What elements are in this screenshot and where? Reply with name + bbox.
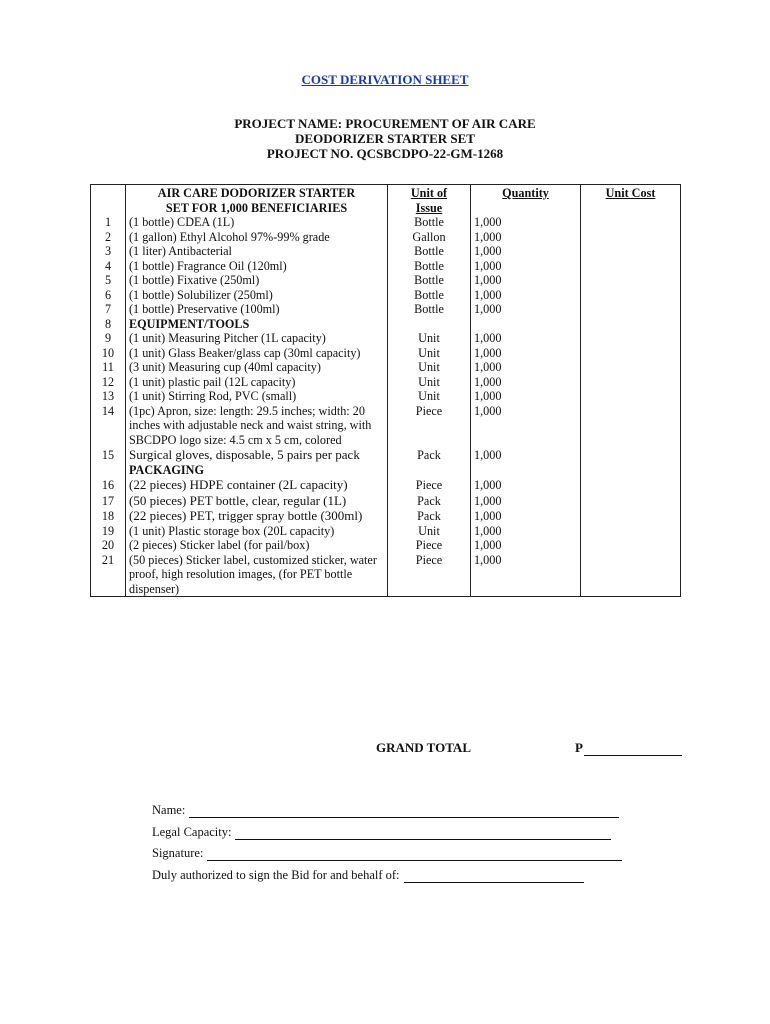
- table-row: [91, 524, 681, 539]
- row-unit-of-issue: Pack: [388, 508, 471, 524]
- row-number: 21: [91, 553, 126, 597]
- row-description: (22 pieces) PET, trigger spray bottle (300ml): [126, 508, 388, 524]
- table-row: [91, 346, 681, 361]
- table-row: [91, 375, 681, 390]
- row-quantity: 1,000: [471, 302, 581, 317]
- row-unit-of-issue: Unit: [388, 389, 471, 404]
- table-body: [91, 215, 681, 597]
- table-row: [91, 389, 681, 404]
- table-row: [91, 302, 681, 317]
- row-number: 2: [91, 230, 126, 245]
- row-description: (1 liter) Antibacterial: [126, 244, 388, 259]
- row-unit-of-issue: Bottle: [388, 259, 471, 274]
- row-unit-cost[interactable]: [581, 302, 681, 317]
- row-number: 5: [91, 273, 126, 288]
- row-description: (1 unit) Stirring Rod, PVC (small): [126, 389, 388, 404]
- row-unit-of-issue: Piece: [388, 477, 471, 493]
- row-number: 11: [91, 360, 126, 375]
- row-quantity: 1,000: [471, 447, 581, 463]
- row-description: (1 bottle) Solubilizer (250ml): [126, 288, 388, 303]
- row-number: 9: [91, 331, 126, 346]
- table-row: [91, 230, 681, 245]
- row-unit-cost[interactable]: [581, 244, 681, 259]
- row-number: 1: [91, 215, 126, 230]
- grand-total: [376, 740, 682, 756]
- row-quantity: 1,000: [471, 360, 581, 375]
- row-unit-of-issue: Piece: [388, 404, 471, 448]
- authorized-field: [152, 868, 584, 883]
- row-unit-of-issue: Unit: [388, 331, 471, 346]
- row-description: (1 unit) Plastic storage box (20L capacity): [126, 524, 388, 539]
- row-description: Surgical gloves, disposable, 5 pairs per pack: [126, 447, 388, 463]
- row-unit-cost[interactable]: [581, 288, 681, 303]
- row-unit-cost[interactable]: [581, 493, 681, 509]
- row-description: (1 bottle) Fragrance Oil (120ml): [126, 259, 388, 274]
- row-quantity: 1,000: [471, 230, 581, 245]
- grand-total-field: [575, 740, 682, 756]
- row-number: 17: [91, 493, 126, 509]
- table-row: [91, 259, 681, 274]
- legal-capacity-field: [152, 825, 611, 840]
- row-quantity: 1,000: [471, 346, 581, 361]
- row-description: (50 pieces) PET bottle, clear, regular (1L): [126, 493, 388, 509]
- table-row: [91, 317, 681, 332]
- row-unit-of-issue: [388, 463, 471, 478]
- row-description: (1 unit) Measuring Pitcher (1L capacity): [126, 331, 388, 346]
- row-description: (1 gallon) Ethyl Alcohol 97%-99% grade: [126, 230, 388, 245]
- row-description: (3 unit) Measuring cup (40ml capacity): [126, 360, 388, 375]
- document-title: COST DERIVATION SHEET: [301, 72, 469, 87]
- row-unit-cost[interactable]: [581, 553, 681, 597]
- table-row: [91, 331, 681, 346]
- table-row: [91, 215, 681, 230]
- row-unit-of-issue: Piece: [388, 553, 471, 597]
- name-blank[interactable]: [189, 806, 619, 818]
- row-description: (22 pieces) HDPE container (2L capacity): [126, 477, 388, 493]
- row-number: 3: [91, 244, 126, 259]
- legal-capacity-label: Legal Capacity:: [152, 825, 232, 839]
- row-unit-of-issue: Unit: [388, 360, 471, 375]
- table-header-row: [91, 185, 681, 216]
- signature-blank[interactable]: [207, 849, 622, 861]
- row-quantity: 1,000: [471, 273, 581, 288]
- name-field: [152, 803, 619, 818]
- row-unit-of-issue: Bottle: [388, 273, 471, 288]
- authorized-blank[interactable]: [404, 871, 584, 883]
- table-row: [91, 493, 681, 509]
- signature-field: [152, 846, 622, 861]
- header-unit-line1: Unit of: [410, 186, 448, 200]
- row-unit-of-issue: Pack: [388, 493, 471, 509]
- authorized-label: Duly authorized to sign the Bid for and behalf of:: [152, 868, 400, 882]
- row-unit-cost[interactable]: [581, 273, 681, 288]
- row-description: (1 unit) Glass Beaker/glass cap (30ml capacity): [126, 346, 388, 361]
- row-unit-of-issue: Bottle: [388, 302, 471, 317]
- currency-symbol: P: [575, 740, 583, 755]
- project-header: [0, 116, 770, 161]
- row-quantity: 1,000: [471, 259, 581, 274]
- row-number: 6: [91, 288, 126, 303]
- row-unit-cost[interactable]: [581, 389, 681, 404]
- row-unit-cost[interactable]: [581, 404, 681, 448]
- table-row: [91, 244, 681, 259]
- table-row: [91, 477, 681, 493]
- header-quantity: Quantity: [471, 185, 581, 216]
- header-unit-line2: Issue: [415, 200, 443, 215]
- legal-capacity-blank[interactable]: [235, 828, 611, 840]
- row-unit-of-issue: [388, 317, 471, 332]
- grand-total-blank[interactable]: [584, 744, 682, 756]
- row-quantity: 1,000: [471, 493, 581, 509]
- row-unit-of-issue: Piece: [388, 538, 471, 553]
- row-unit-of-issue: Pack: [388, 447, 471, 463]
- row-unit-cost[interactable]: [581, 317, 681, 332]
- row-unit-of-issue: Bottle: [388, 244, 471, 259]
- row-number: 4: [91, 259, 126, 274]
- row-unit-cost[interactable]: [581, 538, 681, 553]
- row-unit-of-issue: Unit: [388, 375, 471, 390]
- signature-label: Signature:: [152, 846, 204, 860]
- row-unit-of-issue: Unit: [388, 346, 471, 361]
- table-row: [91, 360, 681, 375]
- row-number: 10: [91, 346, 126, 361]
- row-unit-cost[interactable]: [581, 331, 681, 346]
- header-description: [126, 185, 388, 216]
- row-description: PACKAGING: [126, 463, 388, 478]
- row-quantity: 1,000: [471, 553, 581, 597]
- row-quantity: 1,000: [471, 375, 581, 390]
- row-description: (1 unit) plastic pail (12L capacity): [126, 375, 388, 390]
- row-quantity: [471, 463, 581, 478]
- row-unit-of-issue: Gallon: [388, 230, 471, 245]
- cost-table: [90, 184, 681, 597]
- table-row: [91, 508, 681, 524]
- row-unit-cost[interactable]: [581, 259, 681, 274]
- row-unit-cost[interactable]: [581, 375, 681, 390]
- row-quantity: 1,000: [471, 524, 581, 539]
- table-row: [91, 463, 681, 478]
- row-unit-cost[interactable]: [581, 508, 681, 524]
- row-description: (50 pieces) Sticker label, customized sticker, water proof, high resolution images, (for PET bottle dispenser): [126, 553, 388, 597]
- row-unit-cost[interactable]: [581, 524, 681, 539]
- row-number: 12: [91, 375, 126, 390]
- row-description: (1pc) Apron, size: length: 29.5 inches; width: 20 inches with adjustable neck and waist string, with SBCDPO logo size: 4.5 cm x 5 cm, colored: [126, 404, 388, 448]
- row-number: 14: [91, 404, 126, 448]
- row-quantity: 1,000: [471, 215, 581, 230]
- row-number: 8: [91, 317, 126, 332]
- row-quantity: 1,000: [471, 538, 581, 553]
- row-unit-of-issue: Bottle: [388, 288, 471, 303]
- row-unit-cost[interactable]: [581, 215, 681, 230]
- header-desc-line2: SET FOR 1,000 BENEFICIARIES: [165, 200, 348, 215]
- table-row: [91, 404, 681, 448]
- table-row: [91, 447, 681, 463]
- row-number: 18: [91, 508, 126, 524]
- row-unit-cost[interactable]: [581, 447, 681, 463]
- table-row: [91, 538, 681, 553]
- header-desc-line1: AIR CARE DODORIZER STARTER: [157, 186, 356, 200]
- row-quantity: 1,000: [471, 404, 581, 448]
- row-unit-cost[interactable]: [581, 463, 681, 478]
- row-unit-cost[interactable]: [581, 477, 681, 493]
- row-description: (1 bottle) CDEA (1L): [126, 215, 388, 230]
- row-number: 20: [91, 538, 126, 553]
- row-number: 19: [91, 524, 126, 539]
- row-number: 16: [91, 477, 126, 493]
- row-description: (1 bottle) Preservative (100ml): [126, 302, 388, 317]
- row-description: (1 bottle) Fixative (250ml): [126, 273, 388, 288]
- row-unit-of-issue: Bottle: [388, 215, 471, 230]
- row-unit-cost[interactable]: [581, 346, 681, 361]
- row-number: [91, 463, 126, 478]
- grand-total-label: GRAND TOTAL: [376, 740, 471, 755]
- table-row: [91, 273, 681, 288]
- row-unit-of-issue: Unit: [388, 524, 471, 539]
- table-row: [91, 288, 681, 303]
- row-number: 7: [91, 302, 126, 317]
- row-quantity: 1,000: [471, 389, 581, 404]
- row-quantity: 1,000: [471, 508, 581, 524]
- row-quantity: [471, 317, 581, 332]
- row-number: 15: [91, 447, 126, 463]
- project-name-line2: DEODORIZER STARTER SET: [295, 131, 475, 146]
- row-unit-cost[interactable]: [581, 360, 681, 375]
- row-quantity: 1,000: [471, 477, 581, 493]
- row-description: (2 pieces) Sticker label (for pail/box): [126, 538, 388, 553]
- row-quantity: 1,000: [471, 288, 581, 303]
- header-unit-of-issue: [388, 185, 471, 216]
- header-no: [91, 185, 126, 216]
- row-unit-cost[interactable]: [581, 230, 681, 245]
- project-name-line1: PROJECT NAME: PROCUREMENT OF AIR CARE: [234, 116, 536, 131]
- row-quantity: 1,000: [471, 244, 581, 259]
- header-unit-cost: Unit Cost: [581, 185, 681, 216]
- project-number: PROJECT NO. QCSBCDPO-22-GM-1268: [266, 146, 504, 161]
- name-label: Name:: [152, 803, 186, 817]
- row-quantity: 1,000: [471, 331, 581, 346]
- row-description: EQUIPMENT/TOOLS: [126, 317, 388, 332]
- row-number: 13: [91, 389, 126, 404]
- table-row: [91, 553, 681, 597]
